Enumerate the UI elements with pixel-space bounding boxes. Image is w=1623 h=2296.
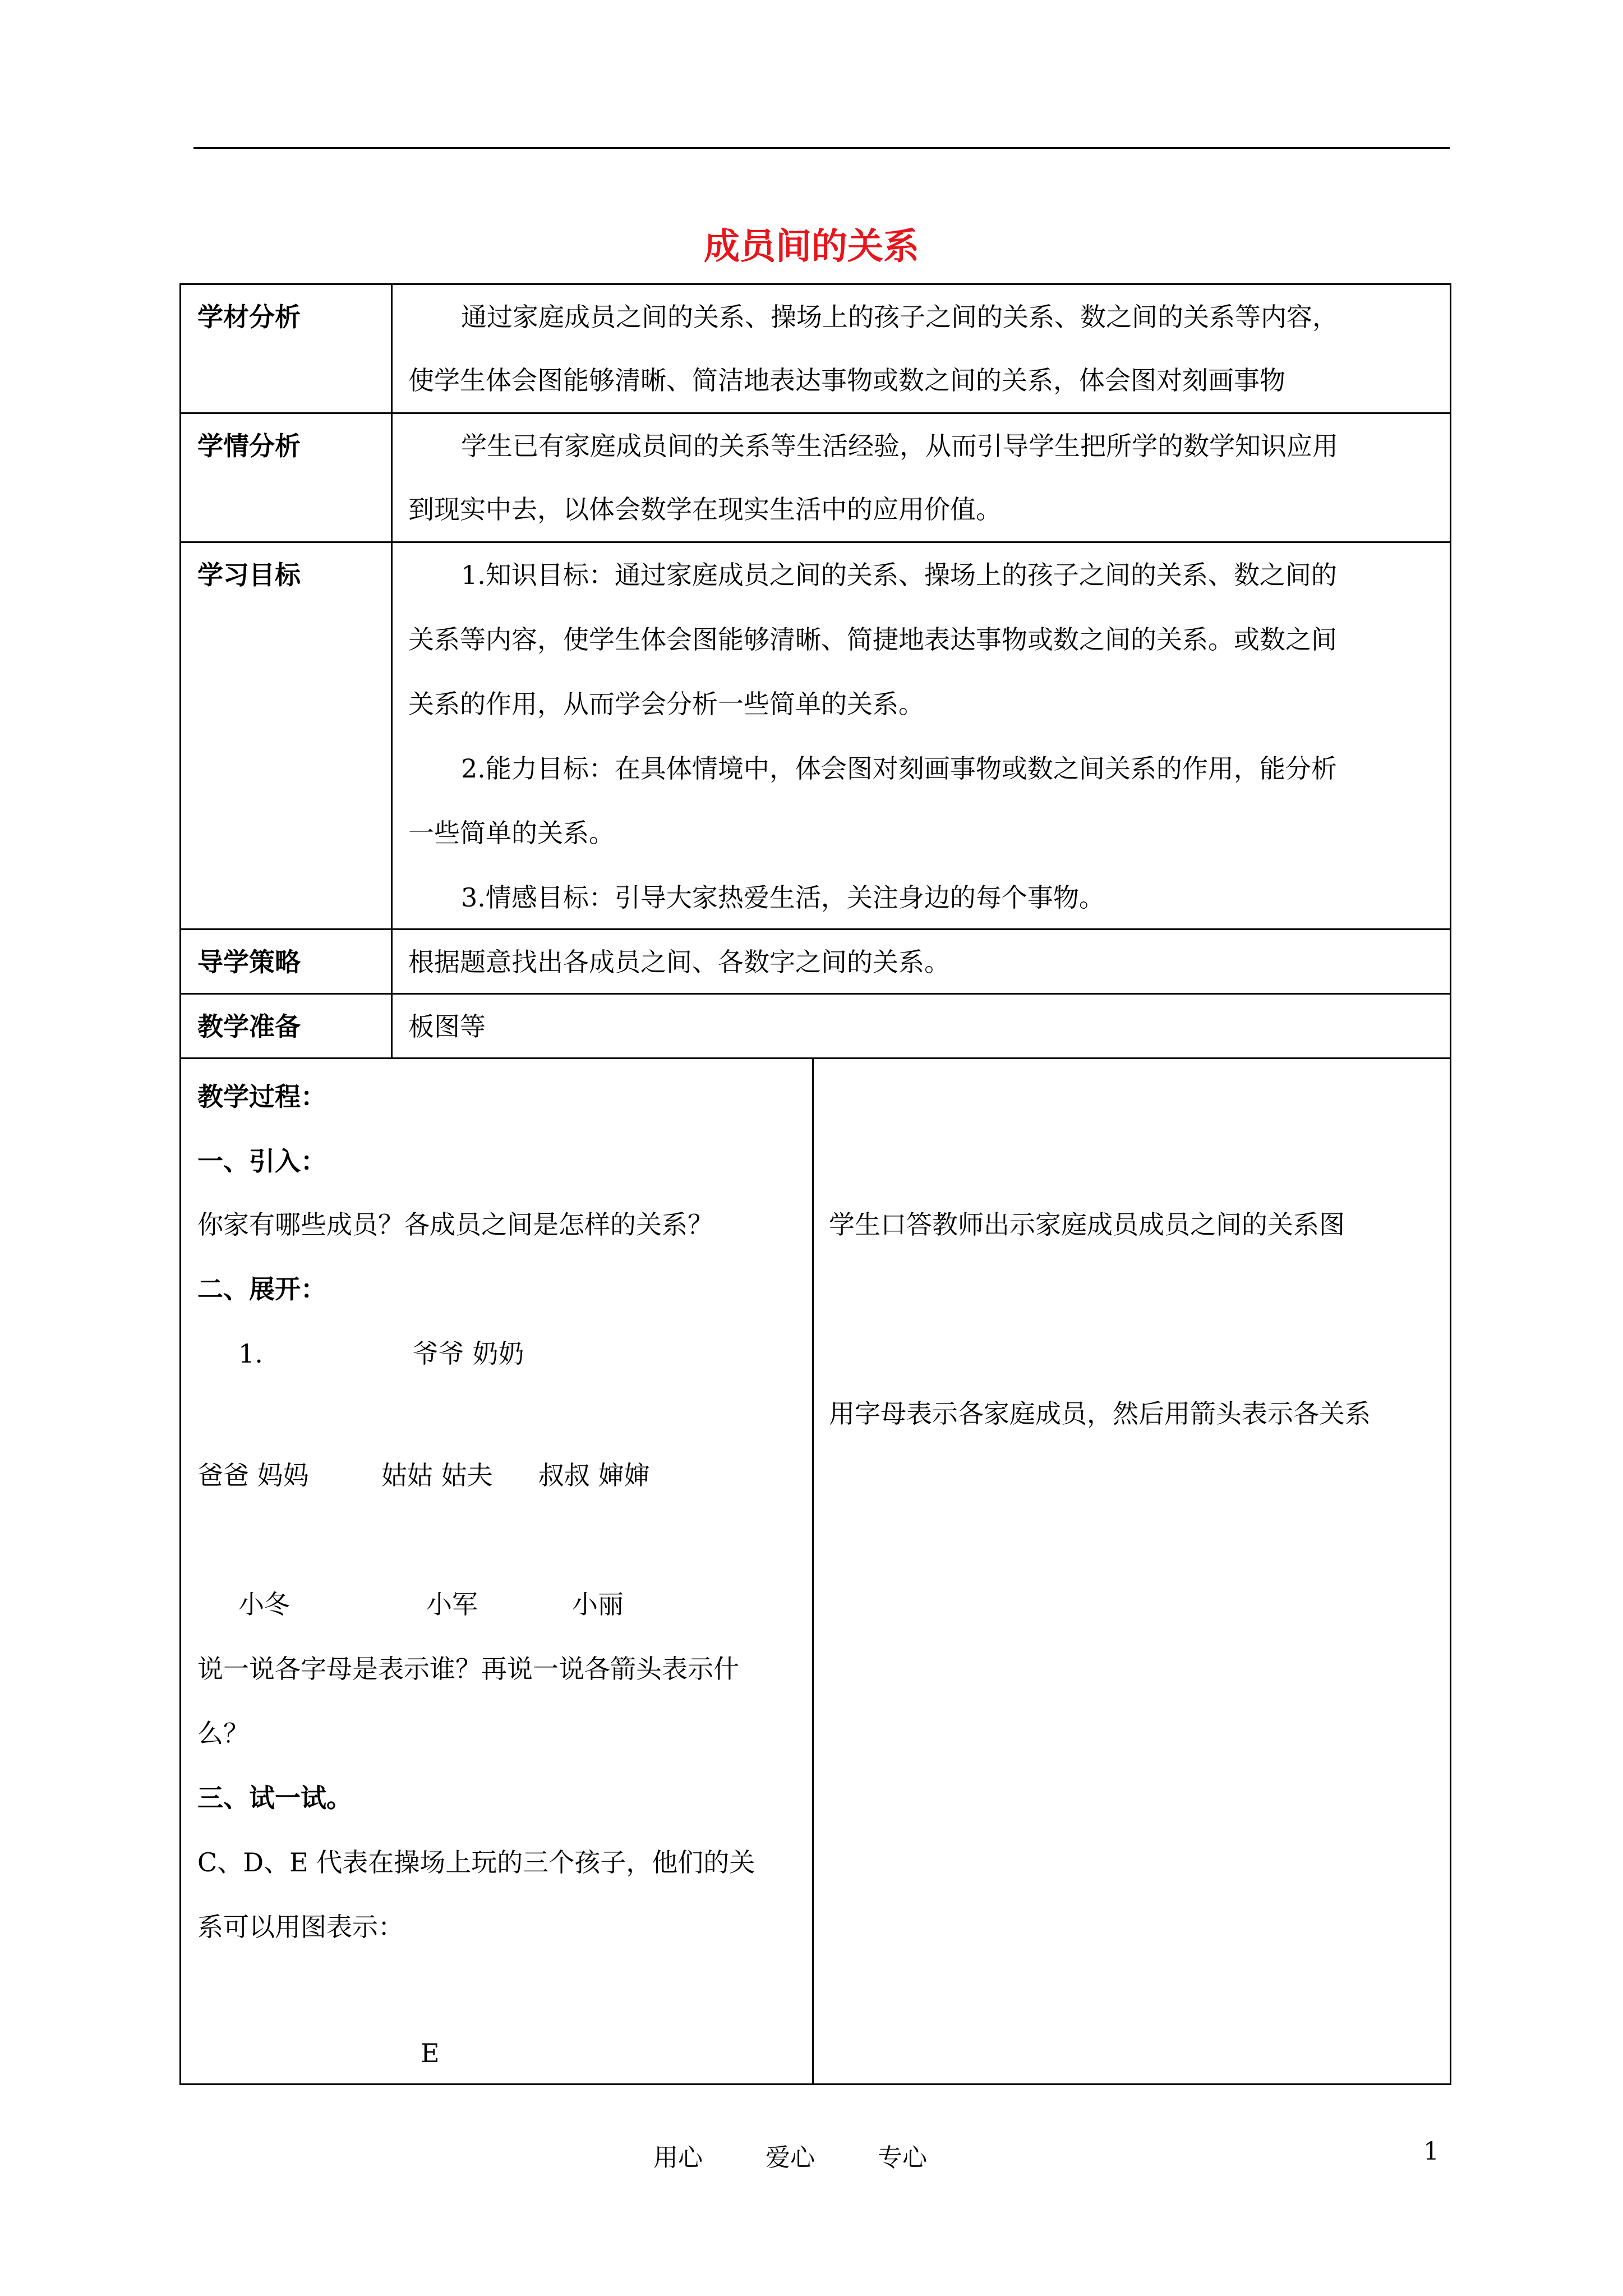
try-line-1: C、D、E 代表在操场上玩的三个孩子，他们的关 [197, 1847, 755, 1878]
tree-child-xiaojun: 小军 [426, 1589, 478, 1619]
try-line-2: 系可以用图表示： [197, 1912, 404, 1942]
situation-line-1: 学生已有家庭成员间的关系等生活经验，从而引导学生把所学的数学知识应用 [461, 431, 1338, 461]
tree-child-xiaodong: 小冬 [238, 1589, 290, 1619]
footer-motto-3: 专心 [878, 2143, 927, 2172]
footer-motto-1: 用心 [653, 2143, 703, 2172]
intro-question: 你家有哪些成员？各成员之间是怎样的关系？ [197, 1209, 713, 1240]
goals-line-5: 一些简单的关系。 [408, 818, 615, 848]
row-label-situation: 学情分析 [197, 431, 301, 461]
row-label-strategy: 导学策略 [197, 947, 301, 977]
note-oral-answer: 学生口答教师出示家庭成员成员之间的关系图 [829, 1209, 1345, 1240]
goals-line-1: 1.知识目标：通过家庭成员之间的关系、操场上的孩子之间的关系、数之间的 [461, 560, 1337, 590]
tree-uncle-aunt: 叔叔 婶婶 [538, 1460, 650, 1490]
goals-line-3: 关系的作用，从而学会分析一些简单的关系。 [408, 689, 924, 719]
tree-child-xiaoli: 小丽 [572, 1589, 624, 1619]
goals-line-6: 3.情感目标：引导大家热爱生活，关注身边的每个事物。 [461, 882, 1105, 913]
preparation-text: 板图等 [408, 1011, 486, 1042]
row-label-material: 学材分析 [197, 302, 301, 332]
header-rule [193, 147, 1450, 149]
tree-parents: 爸爸 妈妈 [197, 1460, 309, 1490]
row-label-preparation: 教学准备 [197, 1011, 301, 1042]
page-number: 1 [1423, 2137, 1439, 2166]
diagram-letter-e: E [421, 2038, 440, 2068]
goals-line-2: 关系等内容，使学生体会图能够清晰、简捷地表达事物或数之间的关系。或数之间 [408, 624, 1337, 655]
process-heading: 教学过程： [197, 1082, 326, 1112]
strategy-text: 根据题意找出各成员之间、各数字之间的关系。 [408, 947, 950, 977]
discuss-line-1: 说一说各字母是表示谁？再说一说各箭头表示什 [197, 1654, 739, 1684]
discuss-line-2: 么？ [197, 1718, 249, 1749]
goals-line-4: 2.能力目标：在具体情境中，体会图对刻画事物或数之间关系的作用，能分析 [461, 753, 1337, 784]
expand-heading: 二、展开： [197, 1274, 326, 1304]
tree-number: 1. [238, 1338, 263, 1369]
intro-heading: 一、引入： [197, 1146, 326, 1176]
try-heading: 三、试一试。 [197, 1783, 352, 1813]
tree-grandparents: 爷爷 奶奶 [413, 1338, 524, 1369]
situation-line-2: 到现实中去，以体会数学在现实生活中的应用价值。 [408, 494, 1002, 524]
tree-aunt-uncle: 姑姑 姑夫 [381, 1460, 493, 1490]
footer-motto-2: 爱心 [766, 2143, 815, 2172]
row-label-goals: 学习目标 [197, 560, 301, 590]
note-letters-arrows: 用字母表示各家庭成员，然后用箭头表示各关系 [829, 1398, 1371, 1429]
material-line-2: 使学生体会图能够清晰、简洁地表达事物或数之间的关系，体会图对刻画事物 [408, 365, 1285, 395]
document-title: 成员间的关系 [704, 226, 919, 268]
material-line-1: 通过家庭成员之间的关系、操场上的孩子之间的关系、数之间的关系等内容， [461, 302, 1338, 332]
